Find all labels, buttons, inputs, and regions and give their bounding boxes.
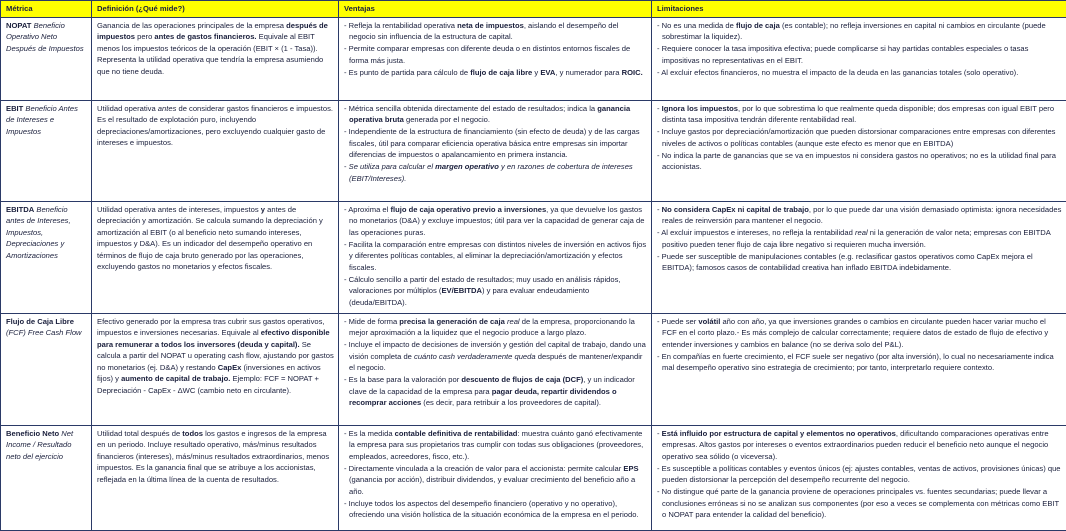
advantage-item: - Independiente de la estructura de financiamiento (sin efecto de deuda) y de las cargas fiscales, útil para comparar eficiencia operativa básica entre empresas sin importar diferencias de impuestos o apalancamiento en primera instancia. [344, 126, 647, 161]
column-header-ventajas: Ventajas [339, 1, 652, 18]
metric-acronym: EBITDA [6, 205, 34, 214]
limitations-cell-list [657, 316, 1062, 374]
limitation-item: - No distingue qué parte de la ganancia proviene de operaciones principales vs. fuentes secundarias; puede llevar a conclusiones erróneas si no se analizan sus componentes (por eso a veces se complementa con métricas como EBIT o NOPAT para entender la calidad del beneficio). [657, 486, 1062, 521]
limitation-item: - Requiere conocer la tasa impositiva efectiva; puede complicarse si hay partidas contables especiales o tasas impositivas no representativas en el EBIT. [657, 43, 1062, 66]
definition-text: Utilidad operativa antes de considerar gastos financieros e impuestos. Es el resultado de explotación puro, incluyendo depreciaciones/amortizaciones, pero excluyendo cualquier gasto de intereses e impuestos. [97, 103, 334, 149]
definition-cell [92, 425, 339, 530]
table-row [1, 201, 1066, 313]
column-header-limitaciones: Limitaciones [652, 1, 1066, 18]
advantage-item: - Refleja la rentabilidad operativa neta de impuestos, aislando el desempeño del negocio sin influencia de la estructura de capital. [344, 20, 647, 43]
limitation-item: - Incluye gastos por depreciación/amortización que pueden distorsionar comparaciones entre empresas con diferentes niveles de activos o políticas contables (aunque este efecto es menor que en EBITDA) [657, 126, 1062, 149]
metric-acronym: Flujo de Caja Libre [6, 317, 74, 326]
advantages-cell [339, 100, 652, 201]
advantages-cell [339, 425, 652, 530]
metric-name-cell [1, 201, 92, 313]
metric-full-name: Beneficio antes de Intereses, Impuestos, Depreciaciones y Amortizaciones [6, 205, 71, 260]
table-row [1, 313, 1066, 425]
advantage-item: - Facilita la comparación entre empresas con distintos niveles de inversión en activos fijos y diferentes políticas contables, al eliminar la depreciación/amortización y efectos fiscales. [344, 239, 647, 274]
table-row [1, 100, 1066, 201]
metric-acronym: EBIT [6, 104, 23, 113]
definition-cell [92, 100, 339, 201]
advantage-item: - Directamente vinculada a la creación de valor para el accionista: permite calcular EPS (ganancia por acción), distribuir dividendos, y evaluar crecimiento del beneficio año a año. [344, 463, 647, 498]
column-header-metrica: Métrica [1, 1, 92, 18]
limitations-cell-list [657, 20, 1062, 79]
limitation-item: - Está influido por estructura de capital y elementos no operativos, dificultando comparaciones operativas entre empresas. Altos gastos por intereses o eventos extraordinarios pueden reducir el beneficio neto aunque el negocio operativo sea sólido (o viceversa). [657, 428, 1062, 463]
definition-text: Efectivo generado por la empresa tras cubrir sus gastos operativos, impuestos e inversiones necesarias. Equivale al efectivo disponible para remunerar a todos los inversores (deuda y capital). Se calcula a partir del NOPAT u operating cash flow, ajustando por gastos no monetarios (ej. D&A) y restando CapEx (inversiones en activos fijos) y aumento de capital de trabajo. Ejemplo: FCF = NOPAT + Depreciación - CapEx - ΔWC (cambio neto en circulante). [97, 316, 334, 397]
limitations-cell-list [657, 204, 1062, 274]
advantages-cell [339, 313, 652, 425]
advantage-item: - Permite comparar empresas con diferente deuda o en distintos entornos fiscales de forma más justa. [344, 43, 647, 66]
limitation-item: - Al excluir efectos financieros, no muestra el impacto de la deuda en las ganancias totales (solo operativo). [657, 67, 1062, 79]
advantages-cell-list [344, 103, 647, 185]
table-body [1, 17, 1066, 530]
limitations-cell [652, 100, 1066, 201]
metric-acronym: NOPAT [6, 21, 31, 30]
definition-cell [92, 201, 339, 313]
limitations-cell [652, 425, 1066, 530]
metric-acronym: Beneficio Neto [6, 429, 59, 438]
definition-text: Utilidad operativa antes de intereses, impuestos y antes de depreciación y amortización. Se calcula sumando la depreciación y amortización al EBIT (o al beneficio neto sumando intereses, impuestos y D&A). Es un indicador del desempeño operativo en términos de flujo de caja bruto generado por las operaciones, excluyendo gastos no monetarios y efectos fiscales. [97, 204, 334, 273]
advantage-item: - Es punto de partida para cálculo de flujo de caja libre y EVA, y numerador para ROIC. [344, 67, 647, 79]
limitations-cell [652, 201, 1066, 313]
metric-full-name: (FCF) Free Cash Flow [6, 328, 82, 337]
metric-name-cell [1, 425, 92, 530]
metric-name-cell [1, 313, 92, 425]
limitation-item: - No considera CapEx ni capital de trabajo, por lo que puede dar una visión demasiado optimista: ignora necesidades reales de reinversión para mantener el negocio. [657, 204, 1062, 227]
definition-text: Ganancia de las operaciones principales de la empresa después de impuestos pero antes de gastos financieros. Equivale al EBIT menos los impuestos teóricos de la operación (EBIT × (1 - Tasa)). Representa la utilidad operativa que tendría la empresa asumiendo que no tiene deuda. [97, 20, 334, 78]
advantages-cell-list [344, 20, 647, 79]
limitations-cell [652, 313, 1066, 425]
table-row [1, 17, 1066, 100]
advantage-item: - Incluye el impacto de decisiones de inversión y gestión del capital de trabajo, dando una visión completa de cuánto cash verdaderamente queda después de mantener/expandir el negocio. [344, 339, 647, 374]
advantage-item: - Es la medida contable definitiva de rentabilidad: muestra cuánto ganó efectivamente la empresa para sus propietarios tras cumplir con todas sus obligaciones (proveedores, empleados, acreedores, fisco, etc.). [344, 428, 647, 463]
table-header [1, 1, 1066, 18]
limitation-item: - Es susceptible a políticas contables y eventos únicos (ej: ajustes contables, ventas de activos, provisiones únicas) que pueden distorsionar la percepción del desempeño recurrente del negocio. [657, 463, 1062, 486]
advantages-cell-list [344, 428, 647, 521]
limitations-cell [652, 17, 1066, 100]
advantages-cell [339, 17, 652, 100]
metric-name-cell [1, 17, 92, 100]
column-header-definicion: Definición (¿Qué mide?) [92, 1, 339, 18]
definition-text: Utilidad total después de todos los gastos e ingresos de la empresa en un periodo. Incluye resultado operativo, más/minus resultados financieros (intereses), más/minus resultados extraordinarios, menos impuestos. Es la ganancia final que se atribuye a los accionistas, reflejada en la última línea de la cuenta de resultados. [97, 428, 334, 486]
limitation-item: - Ignora los impuestos, por lo que sobrestima lo que realmente queda disponible; dos empresas con igual EBIT pero distinta tasa impositiva tendrán diferente rentabilidad real. [657, 103, 1062, 126]
metric-full-name: Beneficio Antes de Intereses e Impuestos [6, 104, 78, 136]
advantage-item: - Aproxima el flujo de caja operativo previo a inversiones, ya que devuelve los gastos no monetarios (D&A) y excluye impuestos; útil para ver la capacidad de generar caja de las operaciones puras. [344, 204, 647, 239]
advantages-cell [339, 201, 652, 313]
header-row [1, 1, 1066, 18]
advantages-cell-list [344, 204, 647, 309]
limitations-cell-list [657, 428, 1062, 521]
metric-full-name: Beneficio Operativo Neto Después de Impuestos [6, 21, 84, 53]
limitation-item: - Puede ser susceptible de manipulaciones contables (e.g. reclasificar gastos operativos como CapEx mejora el EBITDA); famosos casos de contabilidad creativa han inflado EBITDA indebidamente. [657, 251, 1062, 274]
limitation-item: - Al excluir impuestos e intereses, no refleja la rentabilidad real ni la generación de valor neta; empresas con EBITDA positivo pueden tener flujo de caja libre negativo si requieren mucha inversión. [657, 227, 1062, 250]
limitation-item: - En compañías en fuerte crecimiento, el FCF suele ser negativo (por alta inversión), lo cual no necesariamente indica mal desempeño operativo sino estrategia de crecimiento; por tanto, interpretarlo requiere contexto. [657, 351, 1062, 374]
limitation-item: - No indica la parte de ganancias que se va en impuestos ni considera gastos no operativos; no es la utilidad final para accionistas. [657, 150, 1062, 173]
limitations-cell-list [657, 103, 1062, 173]
advantage-item: - Es la base para la valoración por descuento de flujos de caja (DCF), y un indicador clave de la capacidad de la empresa para pagar deuda, repartir dividendos o recomprar acciones (es decir, para retribuir a los proveedores de capital). [344, 374, 647, 409]
definition-cell [92, 17, 339, 100]
limitation-item: - No es una medida de flujo de caja (es contable); no refleja inversiones en capital ni cambios en circulante (puede sobrestimar la liquidez). [657, 20, 1062, 43]
advantage-item: - Mide de forma precisa la generación de caja real de la empresa, proporcionando la mejor aproximación a la liquidez que el negocio produce a largo plazo. [344, 316, 647, 339]
advantages-cell-list [344, 316, 647, 409]
advantage-item: - Incluye todos los aspectos del desempeño financiero (operativo y no operativo), ofreciendo una visión holística de la situación económica de la empresa en el periodo. [344, 498, 647, 521]
advantage-item: - Cálculo sencillo a partir del estado de resultados; muy usado en análisis rápidos, valoraciones por múltiplos (EV/EBITDA) y para evaluar endeudamiento (deuda/EBITDA). [344, 274, 647, 309]
metric-full-name: Net Income / Resultado neto del ejercicio [6, 429, 73, 461]
definition-cell [92, 313, 339, 425]
table-row [1, 425, 1066, 530]
advantage-item: - Se utiliza para calcular el margen operativo y en razones de cobertura de intereses (EBIT/Intereses). [344, 161, 647, 184]
limitation-item: - Puede ser volátil año con año, ya que inversiones grandes o cambios en circulante pueden hacer variar mucho el FCF en el corto plazo.- Es más complejo de calcular correctamente; requiere datos de estado de flujo de efectivo y entender inversiones y cambios en balance (no se deriva solo del P&L). [657, 316, 1062, 351]
advantage-item: - Métrica sencilla obtenida directamente del estado de resultados; indica la ganancia operativa bruta generada por el negocio. [344, 103, 647, 126]
metric-name-cell [1, 100, 92, 201]
